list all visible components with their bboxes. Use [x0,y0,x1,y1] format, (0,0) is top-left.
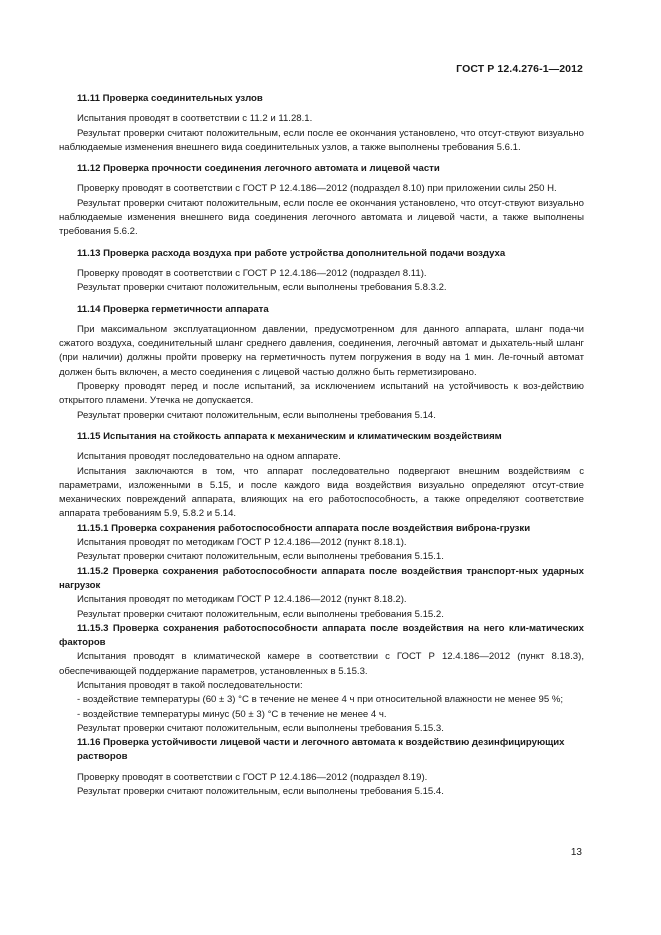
section-heading: 11.15 Испытания на стойкость аппарата к механическим и климатическим воздействиям [77,430,502,442]
paragraph: - воздействие температуры минус (50 ± 3) °С в течение не менее 4 ч. [77,708,387,720]
paragraph: Испытания проводят в такой последовательности: [77,679,303,691]
section-heading: 11.14 Проверка герметичности аппарата [77,303,269,315]
paragraph: Испытания проводят по методикам ГОСТ Р 12.4.186—2012 (пункт 8.18.2). [77,594,407,606]
section-heading: 11.15.3 Проверка сохранения работоспособности аппарата после воздействия на него кли-матических факторов [59,622,584,649]
paragraph: Результат проверки считают положительным, если выполнены требования 5.15.4. [77,786,444,798]
document-body [59,92,584,799]
paragraph: Результат проверки считают положительным, если выполнены требования 5.15.3. [77,722,444,734]
paragraph: Результат проверки считают положительным, если выполнены требования 5.8.3.2. [77,282,447,294]
paragraph: Испытания проводят в соответствии с 11.2 и 11.28.1. [77,113,313,125]
section-heading: 11.15.2 Проверка сохранения работоспособности аппарата после воздействия транспорт-ных ударных нагрузок [59,565,584,591]
paragraph: Проверку проводят в соответствии с ГОСТ Р 12.4.186—2012 (подраздел 8.11). [77,267,427,279]
paragraph: При максимальном эксплуатационном давлении, предусмотренном для данного аппарата, шланг пода-чи сжатого воздуха, соединительный шланг среднего давления, соединения, легочный автомат и дыхатель-ный шланг (при наличии) должны пройти проверку на герметичность путем погружения в воду на 1 мин. Ле-гочный автомат должен быть включен, а место соединения с лицевой частью должно быть герметизировано. [59,323,584,378]
section-heading: 11.15.1 Проверка сохранения работоспособности аппарата после воздействия виброна-грузки [77,522,531,534]
paragraph: Результат проверки считают положительным, если выполнены требования 5.15.1. [77,551,444,563]
paragraph: Результат проверки считают положительным, если выполнены требования 5.15.2. [77,608,444,620]
paragraph: Проверку проводят в соответствии с ГОСТ Р 12.4.186—2012 (подраздел 8.10) при приложении силы 250 Н. [77,183,557,195]
paragraph: Испытания проводят по методикам ГОСТ Р 12.4.186—2012 (пункт 8.18.1). [77,537,407,549]
paragraph: Результат проверки считают положительным, если после ее окончания установлено, что отсут-ствуют визуально наблюдаемые изменения внешнего вида соединения легочного автомата и лицевой части, а также выполнены требования 5.6.2. [59,197,584,238]
paragraph: - воздействие температуры (60 ± 3) °С в течение не менее 4 ч при относительной влажности не менее 95 %; [77,694,564,706]
paragraph: Испытания заключаются в том, что аппарат последовательно подвергают внешним воздействиям с параметрами, изложенными в 5.15, и после каждого вида воздействия визуально определяют отсут-ствие механических повреждений аппарата, влияющих на его работоспособность, а также определяют соответствие аппарата требованиям 5.9, 5.8.2 и 5.14. [59,465,584,520]
paragraph: Проверку проводят перед и после испытаний, за исключением испытаний на устойчивость к воз-действию открытого пламени. Утечка не допускается. [59,381,584,407]
section-heading: 11.13 Проверка расхода воздуха при работе устройства дополнительной подачи воздуха [77,247,506,259]
section-heading: 11.12 Проверка прочности соединения легочного автомата и лицевой части [77,163,440,175]
section-heading: 11.11 Проверка соединительных узлов [77,93,263,104]
paragraph: Проверку проводят в соответствии с ГОСТ Р 12.4.186—2012 (подраздел 8.19). [77,771,428,783]
paragraph: Испытания проводят в климатической камере в соответствии с ГОСТ Р 12.4.186—2012 (пункт 8.18.3), обеспечивающей поддержание параметров, установленных в 5.15.3. [59,651,584,677]
paragraph: Результат проверки считают положительным, если выполнены требования 5.14. [77,409,436,421]
paragraph: Результат проверки считают положительным, если после ее окончания установлено, что отсут-ствуют визуально наблюдаемые изменения внешнего вида соединительных узлов, а также выполнены требования 5.6.1. [59,127,584,153]
section-heading: 11.16 Проверка устойчивости лицевой части и легочного автомата к воздействию дезинфицирующих растворов [77,737,565,763]
page-number: 13 [570,847,582,858]
paragraph: Испытания проводят последовательно на одном аппарате. [77,451,341,463]
document-header: ГОСТ Р 12.4.276-1—2012 [456,63,583,75]
